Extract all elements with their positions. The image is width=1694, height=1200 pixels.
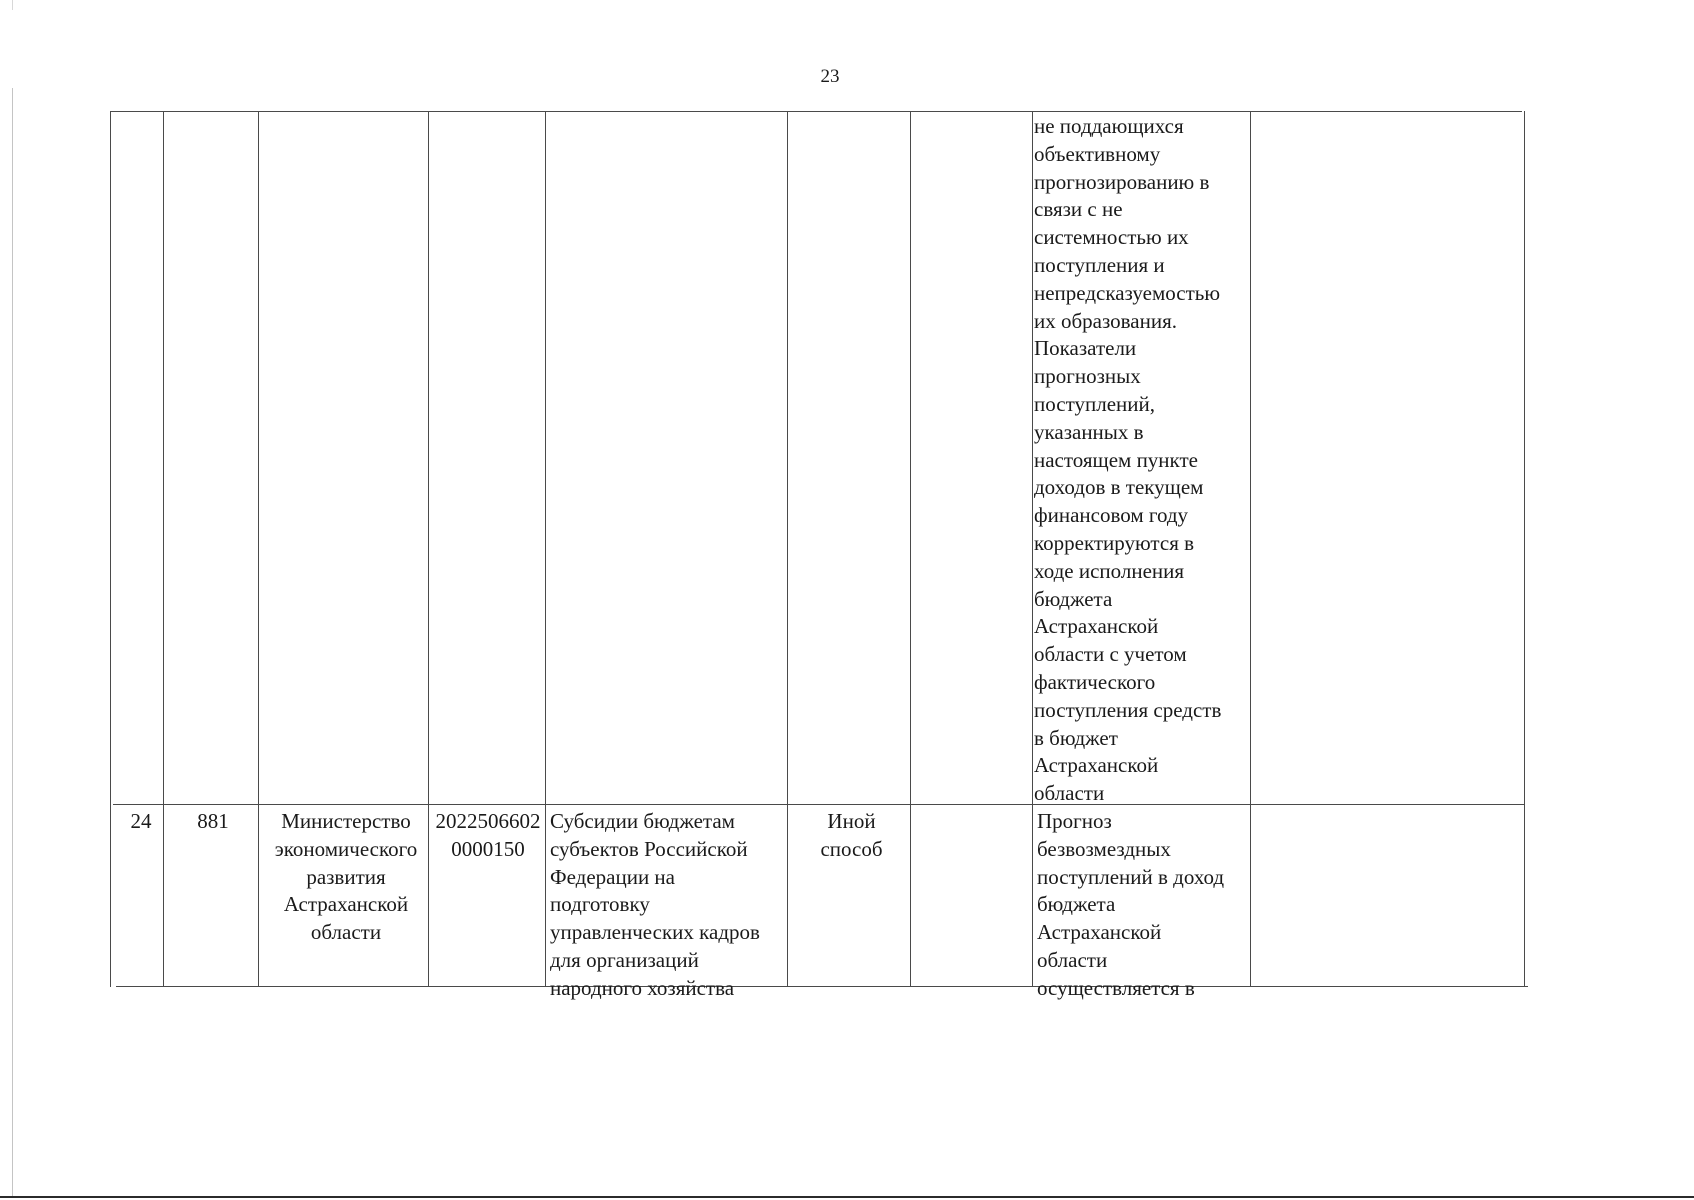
page-number: 23 — [820, 66, 840, 87]
table-cell-methodology: Прогноз безвозмездных поступлений в доход бюджета Астраханской области осуществляется в — [1037, 809, 1225, 1000]
table-bottom-border — [116, 986, 1528, 987]
table-col-line — [258, 111, 259, 987]
table-col-line — [110, 111, 111, 987]
scan-edge-bottom — [0, 1196, 1694, 1198]
scan-edge-left — [12, 88, 13, 1196]
table-cell-method: Иной способ — [820, 809, 883, 861]
table-col-line — [1524, 111, 1525, 987]
table-cell-income-name: Субсидии бюджетам субъектов Российской Федерации на подготовку управленческих кадров для организаций народного хозяйства — [550, 809, 760, 1000]
table-cell-methodology-continued: не поддающихся объективному прогнозированию в связи с не системностью их поступления и непредсказуемостью их образования. Показатели прогнозных поступлений, указанных в настоящем пункте доходов в текущем финансовом году корректируются в ходе исполнения бюджета Астраханской области с учетом фактического поступления средств в бюджет Астраханской области — [1034, 114, 1222, 806]
table-col-line — [163, 111, 164, 987]
table-cell-administrator: Министерство экономического развития Астраханской области — [274, 809, 418, 945]
table-row-divider — [113, 804, 1525, 805]
table-col-line — [1032, 111, 1033, 987]
table-top-border — [110, 111, 1522, 112]
table-cell-income-code: 2022506602 0000150 — [435, 809, 541, 861]
table-cell-admin-code: 881 — [197, 809, 229, 833]
scan-edge-top — [12, 0, 13, 10]
table-cell-row-number: 24 — [130, 809, 152, 833]
